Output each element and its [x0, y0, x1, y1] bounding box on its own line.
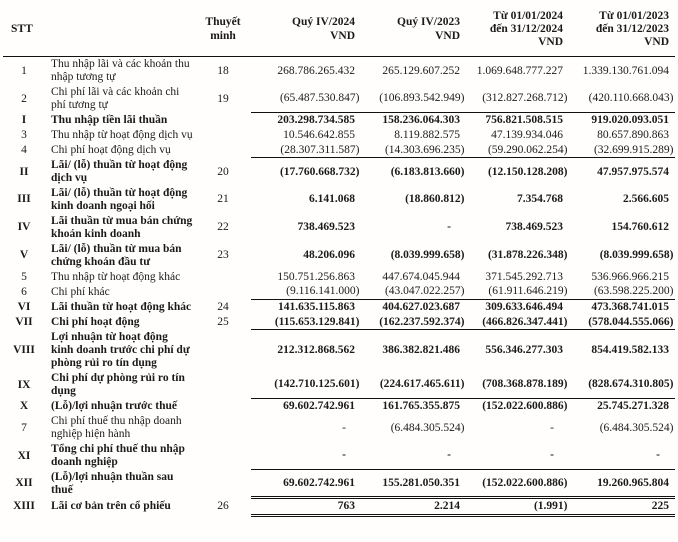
table-row [3, 399, 675, 414]
cell-ytd-2024 [466, 85, 569, 113]
cell-value: (142.710.125.601) [274, 378, 360, 391]
cell-value: 919.020.093.051 [591, 114, 669, 127]
col-header-line: đến 31/12/2024 [489, 22, 563, 35]
row-stt: 1 [21, 64, 27, 77]
table-row [3, 284, 675, 299]
cell-q4-2024 [251, 128, 361, 143]
table-row [3, 330, 675, 371]
cell-q4-2024 [251, 399, 361, 414]
cell-q4-2023 [361, 315, 466, 330]
col-header-note-line: Thuyết [205, 16, 241, 29]
cell-value: (1.991) [533, 500, 568, 513]
row-label: Lãi/ (lỗ) thuần từ hoạt động kinh doanh ngoại hối [51, 186, 188, 213]
cell-value: 2.566.605 [623, 193, 669, 206]
cell-value: 536.966.966.215 [591, 270, 669, 283]
cell-ytd-2023 [569, 242, 675, 270]
cell-value: 386.382.821.486 [382, 344, 460, 357]
cell-value: (578.044.555.066) [588, 315, 674, 328]
col-header-line: Từ 01/01/2023 [599, 9, 669, 22]
cell-ytd-2024 [466, 158, 569, 186]
cell-q4-2024 [251, 330, 361, 371]
cell-q4-2024 [251, 85, 361, 113]
row-note [195, 414, 251, 442]
cell-value: (17.760.668.732) [279, 165, 360, 178]
col-header-line: đến 31/12/2023 [595, 22, 669, 35]
cell-value: 404.627.023.687 [382, 300, 460, 313]
row-stt: X [19, 400, 29, 413]
cell-value: 69.602.742.961 [283, 400, 355, 413]
cell-q4-2023 [361, 214, 466, 242]
row-note: 23 [217, 249, 229, 262]
table-row [3, 158, 675, 186]
cell-value: 48.206.096 [303, 249, 355, 262]
cell-value: 7.354.768 [517, 193, 563, 206]
col-header-ytd-2024 [466, 3, 569, 57]
cell-value: - [550, 449, 554, 462]
cell-value: (420.110.668.043) [588, 92, 674, 105]
cell-value: 158.236.064.303 [382, 114, 460, 127]
col-header-line: VND [644, 36, 669, 49]
row-label: Thu nhập tiền lãi thuần [51, 114, 168, 127]
row-stt: 3 [21, 129, 27, 142]
cell-ytd-2024 [466, 399, 569, 414]
cell-ytd-2024 [466, 498, 569, 516]
cell-ytd-2024 [466, 414, 569, 442]
cell-ytd-2023 [569, 57, 675, 85]
row-label: Lãi thuần từ hoạt động khác [51, 300, 192, 313]
cell-value: - [447, 449, 451, 462]
cell-ytd-2023 [569, 158, 675, 186]
row-label: Lãi cơ bản trên cổ phiếu [51, 500, 171, 513]
cell-ytd-2024 [466, 186, 569, 214]
cell-value: (9.116.141.000) [286, 285, 360, 298]
row-stt: I [21, 114, 27, 127]
row-stt: IX [17, 378, 31, 391]
col-header-description [45, 3, 195, 57]
cell-value: 1.339.130.761.094 [582, 64, 669, 77]
table-row [3, 498, 675, 516]
cell-value: (466.826.347.441) [482, 315, 568, 328]
cell-value: (63.598.225.200) [593, 285, 674, 298]
row-label: Chi phí thuế thu nhập doanh nghiệp hiện hành [51, 415, 182, 441]
row-label: Lãi/ (lỗ) thuần từ hoạt động dịch vụ [51, 158, 188, 185]
row-note [195, 470, 251, 498]
cell-q4-2024 [251, 143, 361, 158]
cell-q4-2023 [361, 113, 466, 128]
cell-ytd-2023 [569, 315, 675, 330]
row-note [195, 399, 251, 414]
row-note [195, 371, 251, 399]
cell-ytd-2024 [466, 470, 569, 498]
row-stt: XIII [13, 500, 35, 513]
cell-ytd-2023 [569, 414, 675, 442]
cell-value: 154.760.612 [611, 221, 669, 234]
cell-value: 141.635.115.863 [278, 300, 355, 313]
cell-ytd-2023 [569, 284, 675, 299]
cell-ytd-2024 [466, 284, 569, 299]
cell-q4-2023 [361, 57, 466, 85]
col-header-line: Quý IV/2024 [292, 16, 355, 29]
row-label: Chi phí hoạt động [51, 315, 140, 328]
cell-value: 19.260.965.804 [597, 476, 669, 489]
row-stt: VIII [13, 344, 35, 357]
cell-value: (6.183.813.660) [390, 165, 465, 178]
cell-q4-2023 [361, 242, 466, 270]
cell-q4-2023 [361, 143, 466, 158]
cell-value: 854.419.582.133 [591, 344, 669, 357]
row-note [195, 128, 251, 143]
cell-ytd-2024 [466, 299, 569, 314]
cell-ytd-2024 [466, 242, 569, 270]
cell-ytd-2023 [569, 399, 675, 414]
row-note: 25 [217, 315, 229, 328]
row-stt: 7 [21, 421, 27, 434]
cell-q4-2024 [251, 158, 361, 186]
row-label: (Lỗ)/lợi nhuận trước thuế [51, 400, 178, 413]
cell-value: 756.821.508.515 [485, 114, 563, 127]
cell-q4-2023 [361, 299, 466, 314]
cell-ytd-2023 [569, 214, 675, 242]
col-header-stt: STT [3, 3, 45, 57]
table-row [3, 414, 675, 442]
row-note [195, 113, 251, 128]
col-header-q4-2023 [361, 3, 466, 57]
cell-value: - [447, 221, 451, 234]
cell-q4-2024 [251, 315, 361, 330]
cell-value: (32.699.915.289) [593, 143, 674, 156]
cell-value: (18.860.812) [405, 193, 465, 206]
cell-value: 150.751.256.863 [277, 270, 355, 283]
cell-value: 1.069.648.777.227 [476, 64, 563, 77]
table-row [3, 128, 675, 143]
cell-value: 6.141.068 [309, 193, 355, 206]
row-stt: IV [17, 221, 31, 234]
cell-value: 2.214 [434, 500, 460, 513]
cell-q4-2024 [251, 299, 361, 314]
cell-value: 203.298.734.585 [277, 114, 355, 127]
cell-q4-2024 [251, 284, 361, 299]
cell-ytd-2023 [569, 442, 675, 470]
col-header-line: VND [330, 29, 355, 42]
cell-value: 47.139.934.046 [491, 129, 563, 142]
cell-value: (31.878.226.348) [487, 249, 568, 262]
cell-value: (152.022.600.886) [482, 476, 568, 489]
col-header-q4-2024 [251, 3, 361, 57]
cell-ytd-2024 [466, 442, 569, 470]
table-body [3, 57, 675, 516]
cell-q4-2024 [251, 414, 361, 442]
cell-q4-2024 [251, 57, 361, 85]
row-note [195, 330, 251, 371]
cell-ytd-2023 [569, 270, 675, 285]
row-stt: 6 [21, 285, 27, 298]
cell-q4-2023 [361, 399, 466, 414]
cell-ytd-2024 [466, 315, 569, 330]
col-header-line: VND [538, 36, 563, 49]
cell-value: (28.307.311.587) [280, 143, 360, 156]
cell-q4-2023 [361, 442, 466, 470]
row-stt: 5 [21, 270, 27, 283]
table-header-row [3, 3, 675, 57]
cell-value: (43.047.022.257) [384, 285, 465, 298]
row-note [195, 284, 251, 299]
cell-value: 212.312.868.562 [277, 344, 355, 357]
cell-value: 225 [651, 500, 669, 513]
cell-q4-2023 [361, 128, 466, 143]
row-label: Chi phí khác [51, 285, 110, 298]
row-label: Tổng chi phí thuế thu nhập doanh nghiệp [51, 442, 185, 469]
cell-ytd-2023 [569, 186, 675, 214]
cell-value: - [550, 421, 554, 434]
cell-q4-2024 [251, 242, 361, 270]
cell-q4-2024 [251, 442, 361, 470]
cell-value: 47.957.975.574 [597, 165, 669, 178]
col-header-line: VND [435, 29, 460, 42]
cell-value: (6.484.305.524) [599, 421, 674, 434]
row-stt: XI [17, 449, 31, 462]
cell-ytd-2024 [466, 330, 569, 371]
table-row [3, 442, 675, 470]
cell-ytd-2023 [569, 299, 675, 314]
col-header-note [195, 3, 251, 57]
cell-ytd-2023 [569, 330, 675, 371]
cell-value: 371.545.292.713 [485, 270, 563, 283]
cell-q4-2023 [361, 414, 466, 442]
col-header-ytd-2023 [569, 3, 675, 57]
cell-value: (152.022.600.886) [482, 400, 568, 413]
cell-ytd-2024 [466, 128, 569, 143]
row-label: Chi phí lãi và các khoản chi phí tương tự [51, 85, 180, 112]
cell-ytd-2023 [569, 498, 675, 516]
cell-q4-2024 [251, 371, 361, 399]
cell-value: (8.039.999.658) [599, 249, 674, 262]
cell-value: (162.237.592.374) [379, 315, 465, 328]
cell-value: (65.487.530.847) [279, 92, 360, 105]
row-label: Lợi nhuận từ hoạt động kinh doanh trước chi phí dự phòng rủi ro tín dụng [51, 330, 190, 370]
cell-value: (312.827.268.712) [482, 92, 568, 105]
table-row [3, 186, 675, 214]
cell-q4-2023 [361, 371, 466, 399]
cell-q4-2023 [361, 85, 466, 113]
row-note [195, 270, 251, 285]
row-label: Chi phí dự phòng rủi ro tín dụng [51, 371, 185, 398]
table-row [3, 242, 675, 270]
row-label: Chi phí hoạt động dịch vụ [51, 143, 171, 156]
cell-value: - [656, 449, 660, 462]
cell-ytd-2023 [569, 371, 675, 399]
cell-q4-2024 [251, 270, 361, 285]
table-row [3, 113, 675, 128]
row-note: 22 [217, 221, 229, 234]
table-row [3, 470, 675, 498]
cell-q4-2023 [361, 284, 466, 299]
row-label: Thu nhập từ hoạt động khác [51, 270, 181, 283]
cell-ytd-2024 [466, 113, 569, 128]
table-row [3, 57, 675, 85]
cell-value: (59.290.062.254) [487, 143, 568, 156]
cell-value: 265.129.607.252 [382, 64, 460, 77]
cell-value: (115.653.129.841) [274, 315, 360, 328]
row-stt: II [19, 165, 29, 178]
col-header-note-line: minh [210, 29, 236, 42]
cell-value: - [342, 449, 346, 462]
cell-value: 155.281.050.351 [382, 476, 460, 489]
cell-ytd-2023 [569, 113, 675, 128]
cell-value: (14.303.696.235) [384, 143, 465, 156]
col-header-line: Quý IV/2023 [397, 16, 460, 29]
cell-ytd-2023 [569, 470, 675, 498]
cell-value: 447.674.045.944 [382, 270, 460, 283]
cell-q4-2023 [361, 498, 466, 516]
table-row [3, 371, 675, 399]
row-note [195, 143, 251, 158]
cell-q4-2024 [251, 498, 361, 516]
cell-value: 268.786.265.432 [277, 64, 355, 77]
row-stt: 4 [21, 143, 27, 156]
cell-q4-2023 [361, 330, 466, 371]
table-row [3, 85, 675, 113]
col-header-line: Từ 01/01/2024 [493, 9, 563, 22]
cell-ytd-2024 [466, 214, 569, 242]
cell-value: 10.546.642.855 [283, 129, 355, 142]
table-row [3, 214, 675, 242]
cell-value: (224.617.465.611) [379, 378, 465, 391]
row-label: Lãi thuần từ mua bán chứng khoán kinh doanh [51, 214, 193, 240]
row-stt: VII [15, 315, 33, 328]
cell-value: 80.657.890.863 [597, 129, 669, 142]
cell-value: (828.674.310.805) [588, 378, 674, 391]
cell-value: (708.368.878.189) [482, 378, 568, 391]
row-note: 18 [217, 64, 229, 77]
row-note: 20 [217, 165, 229, 178]
cell-q4-2024 [251, 113, 361, 128]
cell-q4-2023 [361, 186, 466, 214]
table-row [3, 299, 675, 314]
cell-value: 309.633.646.494 [485, 300, 563, 313]
row-note: 21 [217, 193, 229, 206]
cell-value: 161.765.355.875 [382, 400, 460, 413]
row-stt: VI [17, 300, 31, 313]
row-label: (Lỗ)/lợi nhuận thuần sau thuế [51, 470, 174, 497]
row-note: 19 [217, 92, 229, 105]
row-label: Lãi/ (lỗ) thuần từ mua bán chứng khoán đầu tư [51, 242, 182, 268]
row-note: 26 [217, 500, 229, 513]
cell-value: (12.150.128.208) [487, 165, 568, 178]
cell-value: 473.368.741.015 [591, 300, 669, 313]
cell-value: 556.346.277.303 [485, 344, 563, 357]
cell-value: 763 [337, 500, 355, 513]
cell-value: 738.469.523 [505, 221, 563, 234]
row-label: Thu nhập từ hoạt động dịch vụ [51, 129, 193, 142]
cell-ytd-2024 [466, 143, 569, 158]
row-stt: 2 [21, 92, 27, 105]
cell-q4-2023 [361, 470, 466, 498]
cell-value: - [342, 421, 346, 434]
row-stt: V [19, 249, 29, 262]
cell-q4-2024 [251, 186, 361, 214]
table-row [3, 315, 675, 330]
cell-value: (8.039.999.658) [390, 249, 465, 262]
cell-value: (106.893.542.949) [379, 92, 465, 105]
cell-q4-2024 [251, 470, 361, 498]
cell-ytd-2024 [466, 57, 569, 85]
table-row [3, 270, 675, 285]
cell-value: (6.484.305.524) [390, 421, 465, 434]
cell-value: 738.469.523 [297, 221, 355, 234]
cell-ytd-2024 [466, 270, 569, 285]
cell-value: 69.602.742.961 [283, 476, 355, 489]
row-label: Thu nhập lãi và các khoản thu nhập tương tự [51, 58, 190, 84]
cell-q4-2023 [361, 158, 466, 186]
row-stt: XII [15, 477, 33, 490]
cell-value: 25.745.271.328 [597, 400, 669, 413]
cell-q4-2023 [361, 270, 466, 285]
cell-value: (61.911.646.219) [488, 285, 568, 298]
row-stt: III [17, 193, 31, 206]
cell-ytd-2023 [569, 85, 675, 113]
row-note [195, 442, 251, 470]
cell-ytd-2023 [569, 143, 675, 158]
income-statement-table [3, 3, 675, 517]
cell-ytd-2024 [466, 371, 569, 399]
cell-value: 8.119.882.575 [394, 129, 460, 142]
cell-q4-2024 [251, 214, 361, 242]
row-note: 24 [217, 300, 229, 313]
cell-ytd-2023 [569, 128, 675, 143]
table-row [3, 143, 675, 158]
